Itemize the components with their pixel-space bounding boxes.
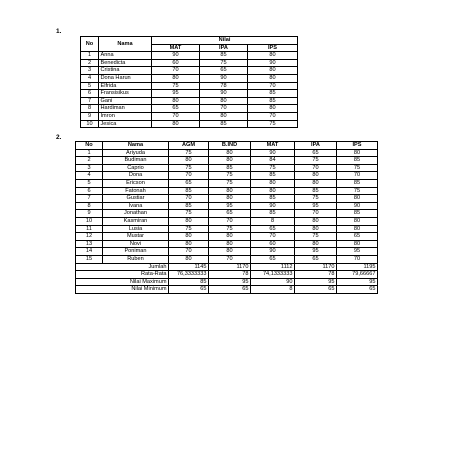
cell-nama: Anna (99, 52, 152, 60)
cell-score: 84 (251, 157, 295, 165)
cell-score: 75 (169, 164, 209, 172)
cell-score: 85 (200, 120, 248, 128)
cell-score: 80 (337, 195, 378, 203)
cell-score: 75 (295, 157, 337, 165)
cell-score: 80 (295, 240, 337, 248)
cell-no: 2 (76, 157, 103, 165)
cell-score: 80 (337, 240, 378, 248)
header-mat: MAT (251, 142, 295, 150)
cell-score: 75 (251, 164, 295, 172)
cell-score: 85 (251, 210, 295, 218)
table-row (76, 255, 378, 263)
table-row (81, 74, 298, 82)
cell-no: 9 (76, 210, 103, 218)
cell-score: 85 (248, 90, 298, 98)
cell-score: 85 (337, 210, 378, 218)
cell-nama: Gustiar (103, 195, 169, 203)
cell-score: 80 (248, 67, 298, 75)
cell-score: 70 (295, 164, 337, 172)
cell-score: 70 (295, 210, 337, 218)
cell-score: 80 (209, 248, 251, 256)
cell-nama: Poniman (103, 248, 169, 256)
cell-no: 9 (81, 112, 99, 120)
summary-value: 76,3333333 (169, 271, 209, 279)
cell-score: 85 (251, 172, 295, 180)
cell-no: 3 (76, 164, 103, 172)
cell-score: 80 (251, 179, 295, 187)
cell-nama: Ruben (103, 255, 169, 263)
summary-value: 78 (209, 271, 251, 279)
cell-score: 80 (337, 217, 378, 225)
summary-value: 65 (209, 286, 251, 294)
cell-score: 70 (248, 82, 298, 90)
cell-score: 65 (152, 105, 200, 113)
table-2-body (76, 149, 378, 263)
table-row (76, 233, 378, 241)
summary-row (76, 271, 378, 279)
cell-score: 80 (209, 187, 251, 195)
cell-no: 11 (76, 225, 103, 233)
summary-value: 1195 (337, 263, 378, 271)
cell-score: 65 (337, 233, 378, 241)
cell-no: 4 (76, 172, 103, 180)
summary-label: Nilai Maximum (76, 278, 169, 286)
summary-value: 65 (337, 286, 378, 294)
cell-no: 6 (76, 187, 103, 195)
cell-score: 75 (248, 120, 298, 128)
cell-no: 1 (81, 52, 99, 60)
summary-label: Nilai Minimum (76, 286, 169, 294)
cell-score: 75 (337, 187, 378, 195)
cell-no: 7 (76, 195, 103, 203)
table-row (76, 157, 378, 165)
cell-score: 70 (152, 112, 200, 120)
cell-score: 80 (209, 157, 251, 165)
cell-score: 85 (200, 52, 248, 60)
cell-score: 65 (209, 210, 251, 218)
cell-nama: Ericson (103, 179, 169, 187)
cell-no: 10 (81, 120, 99, 128)
table-row (76, 149, 378, 157)
table-row (81, 105, 298, 113)
cell-score: 75 (209, 179, 251, 187)
summary-value: 79,66667 (337, 271, 378, 279)
cell-score: 80 (295, 179, 337, 187)
cell-nama: Caprio (103, 164, 169, 172)
table-row (81, 82, 298, 90)
table-row (81, 112, 298, 120)
header-ips: IPS (248, 44, 298, 52)
summary-value: 95 (295, 278, 337, 286)
summary-row (76, 278, 378, 286)
cell-no: 10 (76, 217, 103, 225)
cell-nama: Fransisikus (99, 90, 152, 98)
cell-score: 85 (337, 157, 378, 165)
cell-no: 12 (76, 233, 103, 241)
header-no: No (81, 37, 99, 52)
cell-score: 75 (295, 233, 337, 241)
cell-score: 80 (169, 240, 209, 248)
summary-value: 8 (251, 286, 295, 294)
cell-score: 80 (209, 233, 251, 241)
cell-nama: Benedicta (99, 59, 152, 67)
cell-no: 5 (76, 179, 103, 187)
cell-score: 80 (337, 225, 378, 233)
cell-score: 75 (169, 210, 209, 218)
table-1-body (81, 52, 298, 128)
cell-no: 7 (81, 97, 99, 105)
cell-score: 90 (152, 52, 200, 60)
cell-nama: Elfrida (99, 82, 152, 90)
cell-score: 85 (295, 187, 337, 195)
header-ips: IPS (337, 142, 378, 150)
table-row (81, 120, 298, 128)
cell-score: 80 (209, 149, 251, 157)
cell-score: 90 (200, 90, 248, 98)
table-row (76, 195, 378, 203)
table-2 (75, 141, 378, 294)
cell-score: 75 (152, 82, 200, 90)
cell-score: 75 (209, 225, 251, 233)
cell-nama: Kasmiran (103, 217, 169, 225)
table-row (81, 67, 298, 75)
cell-score: 80 (295, 172, 337, 180)
cell-no: 2 (81, 59, 99, 67)
cell-score: 80 (248, 52, 298, 60)
summary-value: 74,1333333 (251, 271, 295, 279)
cell-score: 8 (251, 217, 295, 225)
cell-score: 80 (209, 240, 251, 248)
section-2-label: 2. (56, 134, 62, 141)
cell-score: 70 (169, 172, 209, 180)
header-no: No (76, 142, 103, 150)
cell-nama: Mustar (103, 233, 169, 241)
cell-score: 85 (169, 202, 209, 210)
table-2-summary (76, 263, 378, 293)
cell-score: 85 (209, 164, 251, 172)
table-row (76, 225, 378, 233)
table-row (76, 202, 378, 210)
cell-score: 65 (251, 255, 295, 263)
cell-score: 70 (169, 248, 209, 256)
summary-value: 1145 (169, 263, 209, 271)
cell-score: 95 (337, 248, 378, 256)
cell-score: 60 (251, 240, 295, 248)
summary-value: 1170 (209, 263, 251, 271)
cell-score: 80 (200, 112, 248, 120)
cell-score: 90 (200, 74, 248, 82)
cell-score: 80 (251, 187, 295, 195)
cell-score: 80 (169, 217, 209, 225)
table-row (81, 59, 298, 67)
cell-score: 70 (337, 172, 378, 180)
cell-score: 75 (169, 225, 209, 233)
cell-no: 4 (81, 74, 99, 82)
table-row (76, 248, 378, 256)
cell-nama: Ivana (103, 202, 169, 210)
cell-score: 70 (251, 233, 295, 241)
cell-score: 70 (248, 112, 298, 120)
cell-score: 90 (337, 202, 378, 210)
cell-score: 70 (152, 67, 200, 75)
summary-value: 65 (169, 286, 209, 294)
cell-nama: Ariyuda (103, 149, 169, 157)
summary-value: 78 (295, 271, 337, 279)
cell-score: 90 (251, 202, 295, 210)
cell-score: 80 (152, 97, 200, 105)
table-row (76, 210, 378, 218)
cell-score: 80 (152, 120, 200, 128)
cell-score: 75 (337, 164, 378, 172)
header-nama: Nama (99, 37, 152, 52)
cell-nama: Jonathan (103, 210, 169, 218)
summary-row (76, 263, 378, 271)
cell-no: 14 (76, 248, 103, 256)
cell-score: 80 (248, 105, 298, 113)
cell-nama: Jesica (99, 120, 152, 128)
table-row (76, 217, 378, 225)
cell-score: 80 (169, 233, 209, 241)
cell-no: 3 (81, 67, 99, 75)
header-ipa: IPA (295, 142, 337, 150)
cell-score: 65 (251, 225, 295, 233)
cell-score: 80 (152, 74, 200, 82)
table-row (76, 179, 378, 187)
cell-no: 8 (76, 202, 103, 210)
cell-score: 65 (200, 67, 248, 75)
table-row (76, 187, 378, 195)
summary-row (76, 286, 378, 294)
cell-score: 80 (169, 157, 209, 165)
cell-no: 13 (76, 240, 103, 248)
cell-no: 8 (81, 105, 99, 113)
summary-label: Jumlah (76, 263, 169, 271)
cell-score: 70 (169, 195, 209, 203)
cell-score: 85 (248, 97, 298, 105)
cell-score: 80 (209, 195, 251, 203)
cell-nama: Budiman (103, 157, 169, 165)
cell-nama: Fatonah (103, 187, 169, 195)
cell-score: 80 (295, 217, 337, 225)
table-row (81, 52, 298, 60)
cell-score: 70 (209, 255, 251, 263)
cell-score: 80 (295, 225, 337, 233)
cell-nama: Imron (99, 112, 152, 120)
cell-score: 90 (248, 59, 298, 67)
summary-label: Rata-Rata (76, 271, 169, 279)
cell-score: 90 (251, 248, 295, 256)
cell-nama: Lusia (103, 225, 169, 233)
cell-score: 65 (295, 255, 337, 263)
cell-score: 95 (295, 202, 337, 210)
cell-score: 85 (251, 195, 295, 203)
table-1 (80, 36, 298, 128)
cell-score: 80 (248, 74, 298, 82)
header-agm: AGM (169, 142, 209, 150)
cell-score: 80 (169, 255, 209, 263)
header-bind: B.IND (209, 142, 251, 150)
cell-nama: Novi (103, 240, 169, 248)
cell-score: 85 (169, 187, 209, 195)
summary-value: 1170 (295, 263, 337, 271)
cell-score: 70 (209, 217, 251, 225)
cell-score: 90 (251, 149, 295, 157)
cell-nama: Dona (103, 172, 169, 180)
cell-score: 95 (209, 202, 251, 210)
summary-value: 65 (295, 286, 337, 294)
summary-value: 95 (209, 278, 251, 286)
cell-score: 75 (209, 172, 251, 180)
summary-value: 90 (251, 278, 295, 286)
cell-score: 75 (200, 59, 248, 67)
table-row (76, 164, 378, 172)
cell-score: 78 (200, 82, 248, 90)
header-nilai: Nilai (152, 37, 298, 45)
table-row (81, 90, 298, 98)
cell-no: 6 (81, 90, 99, 98)
cell-score: 85 (337, 179, 378, 187)
header-nama: Nama (103, 142, 169, 150)
cell-score: 65 (295, 149, 337, 157)
cell-score: 95 (152, 90, 200, 98)
cell-score: 95 (295, 248, 337, 256)
cell-no: 5 (81, 82, 99, 90)
cell-nama: Gani (99, 97, 152, 105)
table-row (76, 172, 378, 180)
cell-score: 75 (169, 149, 209, 157)
cell-nama: Hardiman (99, 105, 152, 113)
summary-value: 95 (337, 278, 378, 286)
header-mat: MAT (152, 44, 200, 52)
cell-score: 65 (169, 179, 209, 187)
cell-score: 75 (295, 195, 337, 203)
cell-score: 70 (200, 105, 248, 113)
cell-score: 70 (337, 255, 378, 263)
summary-value: 85 (169, 278, 209, 286)
section-1-label: 1. (56, 28, 62, 35)
summary-value: 1112 (251, 263, 295, 271)
cell-score: 60 (152, 59, 200, 67)
table-row (76, 240, 378, 248)
cell-no: 1 (76, 149, 103, 157)
cell-nama: Cristina (99, 67, 152, 75)
cell-no: 15 (76, 255, 103, 263)
cell-score: 80 (337, 149, 378, 157)
cell-nama: Dona Harun (99, 74, 152, 82)
header-ipa: IPA (200, 44, 248, 52)
table-row (81, 97, 298, 105)
cell-score: 80 (200, 97, 248, 105)
